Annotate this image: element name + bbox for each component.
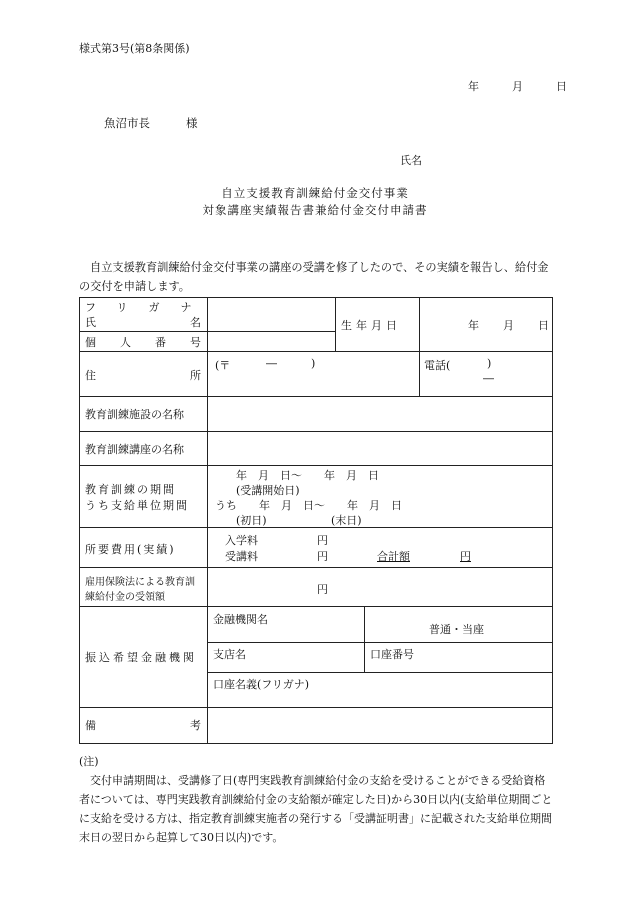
addressee bbox=[104, 115, 198, 131]
application-table bbox=[79, 297, 553, 744]
period-line-3: うち 年 月 日～ 年 月 日 bbox=[215, 499, 402, 512]
period-label-1: 教育訓練の期間 bbox=[85, 483, 176, 496]
intro-text: 自立支援教育訓練給付金交付事業の講座の受講を修了したので、その実績を報告し、給付金の交付を申請します。 bbox=[79, 261, 549, 293]
postal-open: (〒 bbox=[215, 359, 231, 372]
branch-name-label: 支店名 bbox=[213, 648, 246, 661]
insurance-yen: 円 bbox=[317, 583, 328, 596]
bank-label: 振込希望金融機関 bbox=[85, 651, 197, 664]
date-day: 日 bbox=[556, 80, 567, 93]
shimei-label: 氏 名 bbox=[85, 316, 201, 329]
address-label: 住 所 bbox=[85, 369, 201, 382]
admission-fee-label: 入学料 bbox=[225, 534, 258, 547]
tuition-fee-label: 受講料 bbox=[225, 550, 258, 563]
birth-day: 日 bbox=[538, 319, 549, 332]
birth-month: 月 bbox=[503, 319, 514, 332]
tel-dash: ― bbox=[483, 372, 494, 385]
form-number: 様式第3号(第8条関係) bbox=[79, 42, 190, 55]
period-line-1: 年 月 日～ 年 月 日 bbox=[236, 469, 379, 482]
total-amount bbox=[377, 548, 483, 564]
addressee-name: 魚沼市長 bbox=[104, 116, 150, 130]
document-title bbox=[0, 185, 630, 219]
account-type: 普通・当座 bbox=[429, 623, 484, 636]
account-number-label: 口座番号 bbox=[370, 648, 414, 661]
tel-close: ) bbox=[487, 357, 492, 370]
date-year: 年 bbox=[468, 80, 479, 93]
course-name-label: 教育訓練講座の名称 bbox=[85, 443, 184, 456]
period-line-2: (受講開始日) bbox=[236, 484, 300, 497]
facility-name-label: 教育訓練施設の名称 bbox=[85, 408, 184, 421]
cost-label: 所要費用(実績) bbox=[85, 543, 176, 556]
period-last-day: (末日) bbox=[331, 514, 362, 527]
postal-close: ) bbox=[311, 357, 316, 370]
remarks-label: 備 考 bbox=[85, 719, 201, 732]
kojin-bango-label: 個 人 番 号 bbox=[85, 336, 201, 349]
total-label: 合計額 bbox=[377, 550, 410, 563]
postal-dash: ― bbox=[266, 357, 277, 370]
submission-date bbox=[468, 78, 567, 94]
title-line-2: 対象講座実績報告書兼給付金交付申請書 bbox=[202, 203, 428, 217]
date-month: 月 bbox=[512, 80, 523, 93]
bank-name-label: 金融機関名 bbox=[213, 613, 268, 626]
insurance-label-2: 練給付金の受領額 bbox=[85, 592, 165, 603]
birthdate-label: 生年月日 bbox=[341, 319, 401, 332]
notes-body: 交付申請期間は、受講修了日(専門実践教育訓練給付金の支給を受けることができる受給資格者については、専門実践教育訓練給付金の支給額が確定した日)から30日以内(支給単位期間ごとに支給を受ける方は、指定教育訓練実施者の発行する「受講証明書」に記載された支給単位期間末日の翌日から起算して30日以内)です。 bbox=[79, 774, 553, 844]
notes-heading: (注) bbox=[79, 755, 99, 768]
tuition-yen: 円 bbox=[317, 550, 328, 563]
birth-year: 年 bbox=[468, 319, 479, 332]
period-first-day: (初日) bbox=[236, 514, 267, 527]
admission-yen: 円 bbox=[317, 534, 328, 547]
furigana-text: フリガナ bbox=[85, 301, 213, 314]
furigana-label bbox=[85, 299, 213, 315]
applicant-name-label: 氏名 bbox=[400, 154, 422, 167]
account-holder-label: 口座名義(フリガナ) bbox=[213, 678, 310, 691]
insurance-label-1: 雇用保険法による教育訓 bbox=[85, 577, 195, 588]
notes bbox=[79, 752, 555, 847]
tel-label: 電話( bbox=[424, 359, 451, 372]
honorific: 様 bbox=[186, 116, 198, 130]
period-label-2: うち支給単位期間 bbox=[85, 499, 189, 512]
total-yen: 円 bbox=[460, 550, 471, 563]
title-line-1: 自立支援教育訓練給付金交付事業 bbox=[221, 186, 409, 200]
